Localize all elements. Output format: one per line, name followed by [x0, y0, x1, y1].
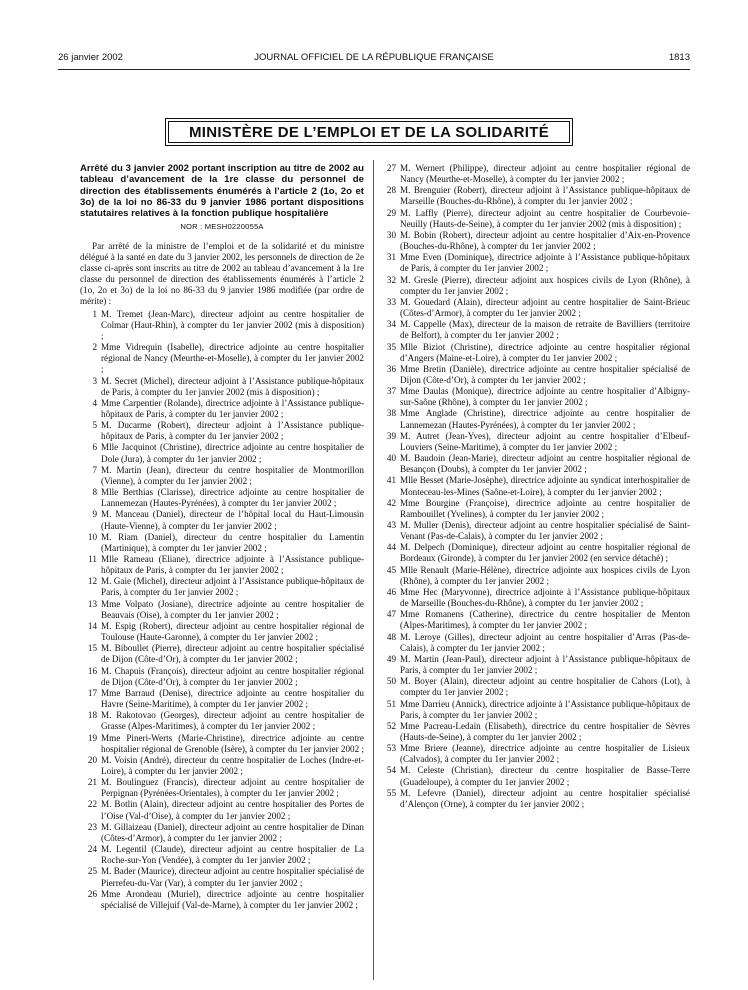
column-divider — [373, 160, 374, 980]
list-item-number: 37 — [386, 386, 396, 397]
list-item — [80, 710, 364, 732]
list-item-text: M. Baudoin (Jean-Marie), directeur adjoint au centre hospitalier régional de Besançon (Doubs), à compter du 1er janvier 2002 ; — [400, 453, 690, 475]
list-item-text: M. Tremet (Jean-Marc), directeur adjoint au centre hospitalier de Colmar (Haut-Rhin), à compter du 1er janvier 2002 (mis à disposition) ; — [101, 308, 364, 341]
list-item — [80, 420, 364, 442]
list-item-number: 23 — [87, 821, 97, 832]
list-item — [381, 475, 690, 497]
list-item-text: Mme Bretin (Danièle), directrice adjointe au centre hospitalier spécialisé de Dijon (Côte-d’Or), à compter du 1er janvier 2002 ; — [400, 363, 690, 385]
list-item-text: Mlle Biziot (Christine), directrice adjointe au centre hospitalier régional d’Angers (Maine-et-Loire), à compter du 1er janvier 2002 ; — [400, 341, 690, 363]
article-intro: Par arrêté de la ministre de l’emploi et de la solidarité et du ministre délégué à la santé en date du 3 janvier 2002, les personnels de direction de 2e classe ci-après sont inscrits au titre de 2002 au tableau d’avancement à la 1re classe du personnel de direction des établissements énumérés à l’article 2 (1o, 2o et 3o) de la loi no 86-33 du 9 janvier 1986 modifiée (par ordre de mérite) : — [80, 240, 364, 307]
list-item-text: M. Celeste (Christian), directeur du centre hospitalier de Basse-Terre (Guadeloupe), à compter du 1er janvier 2002 ; — [400, 765, 690, 787]
list-item — [80, 733, 364, 755]
list-item-number: 9 — [92, 509, 97, 520]
list-item — [80, 342, 364, 375]
list-item — [381, 699, 690, 721]
list-item-text: M. Martin (Jean), directeur du centre hospitalier de Montmorillon (Vienne), à compter du 1er janvier 2002 ; — [101, 464, 364, 486]
list-item-text: M. Ducarme (Robert), directeur adjoint à l’Assistance publique-hôpitaux de Paris, à compter du 1er janvier 2002 ; — [101, 420, 364, 442]
list-item-number: 53 — [386, 743, 396, 754]
list-item-text: M. Gouedard (Alain), directeur adjoint au centre hospitalier de Saint-Brieuc (Côtes-d’Armor), à compter du 1er janvier 2002 ; — [400, 296, 690, 319]
list-item-number: 38 — [386, 408, 396, 419]
list-item — [80, 532, 364, 554]
article-title: Arrêté du 3 janvier 2002 portant inscription au titre de 2002 au tableau d’avancement de la 1re classe du personnel de direction des établissements énumérés à l’article 2 (1o, 2o et 3o) de la loi no 86-33 du 9 janvier 1986 portant dispositions statutaires relatives à la fonction publique hospitalière — [80, 163, 364, 220]
list-item-text: M. Autret (Jean-Yves), directeur adjoint au centre hospitalier d’Elbeuf-Louviers (Seine-Maritime), à compter du 1er janvier 2002 ; — [400, 430, 690, 452]
list-item-number: 12 — [87, 576, 97, 587]
list-item-text: M. Muller (Denis), directeur adjoint au centre hospitalier spécialisé de Saint-Venant (Pas-de-Calais), à compter du 1er janvier 2002 ; — [400, 520, 690, 542]
list-item-number: 55 — [386, 787, 396, 798]
list-item — [80, 599, 364, 621]
list-item-number: 47 — [386, 609, 396, 620]
list-item-number: 52 — [386, 720, 396, 731]
list-item-number: 30 — [386, 229, 396, 240]
list-item-text: M. Biboullet (Pierre), directeur adjoint au centre hospitalier spécialisé de Dijon (Côte-d’Or), à compter du 1er janvier 2002 ; — [101, 643, 364, 665]
list-item — [80, 309, 364, 342]
list-item-number: 34 — [386, 319, 396, 330]
list-item-number: 36 — [386, 363, 396, 374]
list-item — [381, 408, 690, 430]
list-item — [80, 643, 364, 665]
list-item — [381, 252, 690, 274]
list-item-number: 44 — [386, 542, 396, 553]
list-item-text: M. Voisin (André), directeur du centre hospitalier de Loches (Indre-et-Loire), à compter du 1er janvier 2002 ; — [101, 754, 364, 776]
list-item — [80, 822, 364, 844]
list-item-text: M. Legentil (Claude), directeur adjoint au centre hospitalier de La Roche-sur-Yon (Vendée), à compter du 1er janvier 2002 ; — [101, 844, 364, 866]
list-item-text: M. Gaie (Michel), directeur adjoint à l’Assistance publique-hôpitaux de Paris, à compter du 1er janvier 2002 ; — [101, 576, 364, 598]
list-item-number: 46 — [386, 586, 396, 597]
right-column — [381, 163, 690, 810]
list-item-text: Mme Pacreau-Ledain (Elisabeth), directrice du centre hospitalier de Sèvres (Hauts-de-Seine), à compter du 1er janvier 2002 ; — [400, 720, 690, 742]
list-item-number: 28 — [386, 185, 396, 196]
list-item-text: M. Chapuis (François), directeur adjoint au centre hospitalier régional de Dijon (Côte-d’Or), à compter du 1er janvier 2002 ; — [101, 665, 364, 687]
list-item-text: Mme Darrieu (Annick), directrice adjointe à l’Assistance publique-hôpitaux de Paris, à compter du 1er janvier 2002 ; — [400, 698, 690, 720]
list-item-number: 15 — [87, 643, 97, 654]
list-item-number: 4 — [92, 397, 97, 408]
entry-list-left — [80, 309, 364, 911]
list-item-number: 13 — [87, 598, 97, 609]
list-item — [381, 431, 690, 453]
list-item-text: Mme Even (Dominique), directrice adjointe à l’Assistance publique-hôpitaux de Paris, à compter du 1er janvier 2002 ; — [400, 252, 690, 274]
list-item-number: 40 — [386, 453, 396, 464]
list-item — [80, 866, 364, 888]
list-item-number: 29 — [386, 207, 396, 218]
list-item — [80, 487, 364, 509]
list-item — [381, 587, 690, 609]
list-item-number: 22 — [87, 799, 97, 810]
list-item-text: M. Leroye (Gilles), directeur adjoint au centre hospitalier d’Arras (Pas-de-Calais), à compter du 1er janvier 2002 ; — [400, 631, 690, 653]
list-item — [381, 676, 690, 698]
left-column — [80, 163, 364, 911]
list-item — [381, 342, 690, 364]
list-item-text: M. Lefevre (Daniel), directeur adjoint au centre hospitalier spécialisé d’Alençon (Orne), à compter du 1er janvier 2002 ; — [400, 787, 690, 809]
list-item — [80, 509, 364, 531]
list-item — [80, 666, 364, 688]
list-item — [80, 755, 364, 777]
list-item-text: M. Wernert (Philippe), directeur adjoint au centre hospitalier régional de Nancy (Meurthe-et-Moselle), à compter du 1er janvier 2002 ; — [400, 163, 690, 185]
ministry-title-box — [165, 118, 573, 146]
list-item-number: 11 — [88, 554, 97, 565]
list-item-text: M. Laffly (Pierre), directeur adjoint au centre hospitalier de Courbevoie-Neuilly (Hauts-de-Seine), à compter du 1er janvier 2002 (mis à disposition) ; — [400, 207, 690, 229]
list-item — [381, 654, 690, 676]
list-item — [80, 844, 364, 866]
list-item — [381, 520, 690, 542]
list-item-number: 10 — [87, 531, 97, 542]
header-date: 26 janvier 2002 — [58, 52, 123, 63]
list-item-text: M. Boyer (Alain), directeur adjoint au centre hospitalier de Cahors (Lot), à compter du 1er janvier 2002 ; — [400, 676, 690, 698]
list-item — [381, 163, 690, 185]
list-item — [381, 542, 690, 564]
list-item-number: 25 — [87, 866, 97, 877]
list-item-text: M. Cappelle (Max), directeur de la maison de retraite de Bavilliers (territoire de Belfort), à compter du 1er janvier 2002 ; — [400, 319, 690, 341]
list-item-number: 43 — [386, 520, 396, 530]
list-item-number: 33 — [386, 296, 396, 307]
list-item-text: Mlle Besset (Marie-Josèphe), directrice adjointe au syndicat interhospitalier de Monteceau-les-Mines (Saône-et-Loire), à compter du 1er janvier 2002 ; — [400, 475, 690, 497]
list-item-text: M. Rakotovao (Georges), directeur adjoint au centre hospitalier de Grasse (Alpes-Maritimes), à compter du 1er janvier 2002 ; — [101, 710, 364, 732]
list-item-number: 20 — [87, 754, 97, 765]
entry-list-right — [381, 163, 690, 810]
running-header — [58, 52, 690, 66]
list-item — [381, 386, 690, 408]
list-item-number: 14 — [87, 620, 97, 631]
header-rule — [58, 69, 690, 70]
list-item-text: M. Manceau (Daniel), directeur de l’hôpital local du Haut-Limousin (Haute-Vienne), à compter du 1er janvier 2002 ; — [101, 509, 364, 531]
list-item — [381, 565, 690, 587]
list-item — [381, 185, 690, 207]
list-item — [80, 777, 364, 799]
list-item — [381, 788, 690, 810]
list-item-text: Mlle Berthias (Clarisse), directrice adjointe au centre hospitalier de Lannemezan (Hautes-Pyrénées), à compter du 1er janvier 2002 ; — [101, 487, 364, 509]
list-item-number: 32 — [386, 274, 396, 285]
list-item — [80, 799, 364, 821]
list-item-number: 17 — [87, 687, 97, 698]
list-item-number: 7 — [92, 464, 97, 475]
list-item-text: Mme Romanens (Catherine), directrice du centre hospitalier de Menton (Alpes-Maritimes), à compter du 1er janvier 2002 ; — [400, 609, 690, 631]
list-item-number: 18 — [87, 710, 97, 721]
list-item-text: M. Brenguier (Robert), directeur adjoint à l’Assistance publique-hôpitaux de Marseille (Bouches-du-Rhône), à compter du 1er janvier 2002 ; — [400, 185, 690, 207]
list-item — [381, 743, 690, 765]
list-item — [80, 621, 364, 643]
list-item-number: 21 — [87, 777, 97, 788]
list-item-number: 54 — [386, 765, 396, 776]
list-item-text: Mme Anglade (Christine), directrice adjointe au centre hospitalier de Lannemezan (Hautes-Pyrénées), à compter du 1er janvier 2002 ; — [400, 408, 690, 430]
list-item-number: 16 — [87, 665, 97, 676]
list-item — [381, 609, 690, 631]
list-item-text: M. Secret (Michel), directeur adjoint à l’Assistance publique-hôpitaux de Paris, à compter du 1er janvier 2002 (mis à disposition) ; — [101, 375, 364, 397]
list-item-number: 42 — [386, 497, 396, 508]
list-item-text: Mme Carpentier (Rolande), directrice adjointe à l’Assistance publique-hôpitaux de Paris, à compter du 1er janvier 2002 ; — [101, 397, 364, 419]
list-item — [80, 554, 364, 576]
list-item-number: 41 — [386, 475, 396, 486]
list-item-text: Mlle Renault (Marie-Hélène), directrice adjointe aux hospices civils de Lyon (Rhône), à compter du 1er janvier 2002 ; — [400, 564, 690, 586]
list-item-number: 39 — [386, 430, 396, 441]
list-item-number: 6 — [92, 442, 97, 453]
list-item — [80, 442, 364, 464]
list-item-number: 8 — [92, 487, 97, 498]
list-item-number: 35 — [386, 341, 396, 352]
list-item — [80, 889, 364, 911]
list-item-text: Mme Briere (Jeanne), directrice adjointe au centre hospitalier de Lisieux (Calvados), à compter du 1er janvier 2002 ; — [400, 743, 690, 765]
list-item-text: Mme Bourgine (Françoise), directrice adjointe au centre hospitalier de Rambouillet (Yvelines), à compter du 1er janvier 2002 ; — [400, 497, 690, 519]
list-item — [80, 376, 364, 398]
list-item-number: 24 — [87, 844, 97, 855]
list-item-number: 31 — [386, 252, 396, 263]
list-item-text: M. Espig (Robert), directeur adjoint au centre hospitalier régional de Toulouse (Haute-Garonne), à compter du 1er janvier 2002 ; — [101, 620, 364, 643]
list-item-text: Mme Pineri-Werts (Marie-Christine), directrice adjointe au centre hospitalier régional de Grenoble (Isère), à compter du 1er janvier 2002 ; — [101, 732, 365, 754]
list-item-number: 49 — [386, 653, 396, 664]
list-item-text: M. Riam (Daniel), directeur du centre hospitalier du Lamentin (Martinique), à compter du 1er janvier 2002 ; — [101, 531, 364, 553]
list-item-number: 2 — [92, 342, 97, 353]
list-item — [381, 498, 690, 520]
header-page-number: 1813 — [668, 52, 690, 63]
list-item-text: Mme Volpato (Josiane), directrice adjointe au centre hospitalier de Beauvais (Oise), à compter du 1er janvier 2002 ; — [101, 598, 364, 620]
list-item — [381, 632, 690, 654]
list-item — [381, 297, 690, 319]
list-item — [80, 465, 364, 487]
list-item-number: 26 — [87, 888, 97, 899]
list-item — [381, 453, 690, 475]
list-item — [80, 398, 364, 420]
list-item — [381, 275, 690, 297]
list-item — [381, 230, 690, 252]
list-item-text: Mme Vidrequin (Isabelle), directrice adjointe au centre hospitalier régional de Nancy (Meurthe-et-Moselle), à compter du 1er janvier 2002 ; — [101, 342, 364, 375]
list-item-text: M. Botlin (Alain), directeur adjoint au centre hospitalier des Portes de l’Oise (Val-d’Oise), à compter du 1er janvier 2002 ; — [101, 799, 364, 821]
list-item-text: Mme Daulas (Monique), directrice adjointe au centre hospitalier d’Albigny-sur-Saône (Rhône), à compter du 1er janvier 2002 ; — [400, 386, 690, 408]
ministry-title: MINISTÈRE DE L’EMPLOI ET DE LA SOLIDARITÉ — [188, 123, 550, 141]
list-item-number: 3 — [92, 375, 97, 386]
list-item-text: M. Bobin (Robert), directeur adjoint au centre hospitalier d’Aix-en-Provence (Bouches-du-Rhône), à compter du 1er janvier 2002 ; — [400, 229, 690, 252]
list-item-text: M. Delpech (Dominique), directeur adjoint au centre hospitalier régional de Bordeaux (Gironde), à compter du 1er janvier 2002 (en service détaché) ; — [400, 542, 690, 564]
list-item-number: 1 — [92, 308, 97, 319]
list-item — [80, 576, 364, 598]
list-item-text: M. Bader (Maurice), directeur adjoint au centre hospitalier spécialisé de Pierrefeu-du-Var (Var), à compter du 1er janvier 2002 ; — [101, 866, 364, 888]
list-item-text: M. Martin (Jean-Paul), directeur adjoint à l’Assistance publique-hôpitaux de Paris, à compter du 1er janvier 2002 ; — [400, 653, 690, 676]
list-item-text: Mlle Rameau (Eliane), directrice adjointe à l’Assistance publique-hôpitaux de Paris, à compter du 1er janvier 2002 ; — [101, 554, 364, 576]
list-item — [381, 721, 690, 743]
list-item-number: 19 — [87, 732, 97, 743]
list-item-number: 5 — [92, 420, 97, 431]
list-item — [381, 319, 690, 341]
list-item — [381, 208, 690, 230]
list-item-number: 51 — [386, 698, 396, 709]
list-item-text: M. Gresle (Pierre), directeur adjoint aux hospices civils de Lyon (Rhône), à compter du 1er janvier 2002 ; — [400, 274, 690, 296]
list-item-number: 50 — [386, 676, 396, 687]
list-item — [381, 364, 690, 386]
list-item — [80, 688, 364, 710]
list-item-text: Mme Hec (Maryvonne), directrice adjointe à l’Assistance publique-hôpitaux de Marseille (Bouches-du-Rhône), à compter du 1er janvier 2002 ; — [400, 586, 690, 609]
list-item-text: M. Gillaizeau (Daniel), directeur adjoint au centre hospitalier de Dinan (Côtes-d’Armor), à compter du 1er janvier 2002 ; — [101, 821, 364, 843]
list-item-number: 48 — [386, 631, 396, 642]
list-item-number: 27 — [386, 163, 396, 173]
header-journal-title: JOURNAL OFFICIEL DE LA RÉPUBLIQUE FRANÇAISE — [254, 52, 494, 63]
list-item-text: Mme Arondeau (Muriel), directrice adjointe au centre hospitalier spécialisé de Villejuif (Val-de-Marne), à compter du 1er janvier 2002 ; — [101, 888, 364, 910]
list-item-number: 45 — [386, 564, 396, 575]
list-item-text: Mlle Jacquinot (Christine), directrice adjointe au centre hospitalier de Dole (Jura), à compter du 1er janvier 2002 ; — [101, 442, 364, 464]
list-item-text: M. Boulinguez (Francis), directeur adjoint au centre hospitalier de Perpignan (Pyrénées-Orientales), à compter du 1er janvier 2002 ; — [101, 777, 364, 799]
list-item — [381, 765, 690, 787]
list-item-text: Mme Barraud (Denise), directrice adjointe au centre hospitalier du Havre (Seine-Maritime), à compter du 1er janvier 2002 ; — [101, 687, 364, 710]
nor-reference: NOR : MESH0220055A — [180, 222, 264, 232]
